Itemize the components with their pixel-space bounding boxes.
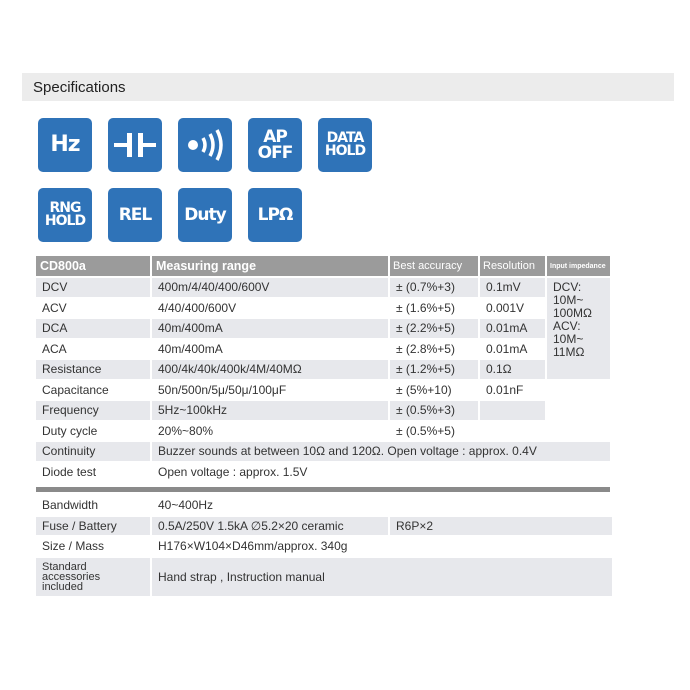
table-row xyxy=(36,422,610,441)
general-spec-table xyxy=(34,494,614,598)
spec-table xyxy=(34,254,612,483)
table-row xyxy=(36,360,610,379)
row-label xyxy=(36,558,150,596)
section-divider xyxy=(36,487,610,492)
range-hold-icon: RNG HOLD xyxy=(38,188,92,242)
table-row xyxy=(36,463,610,482)
row-label: ACV xyxy=(42,300,67,315)
auto-power-off-icon: AP OFF xyxy=(248,118,302,172)
row-range: 40m/400mA xyxy=(152,319,388,338)
data-hold-icon: DATA HOLD xyxy=(318,118,372,172)
accessories-label: Standard accessories included xyxy=(42,560,101,593)
row-accuracy: ± (5%+10) xyxy=(396,382,452,397)
table-row xyxy=(36,537,612,556)
table-header xyxy=(36,256,610,276)
row-resolution xyxy=(480,422,545,441)
impedance-line: 10M~ xyxy=(553,332,584,346)
row-resolution: 0.001V xyxy=(486,300,525,315)
hz-icon: Hz xyxy=(38,118,92,172)
impedance-line: 11MΩ xyxy=(553,345,585,359)
table-row xyxy=(36,558,612,596)
row-label: Size / Mass xyxy=(42,539,105,554)
table-row xyxy=(36,401,610,420)
header-range: Measuring range xyxy=(152,256,388,276)
table-row xyxy=(36,517,612,536)
row-label: Diode test xyxy=(42,464,97,479)
row-label: Fuse / Battery xyxy=(36,517,150,536)
row-resolution: 0.01nF xyxy=(486,382,524,397)
row-range: 40m/400mA xyxy=(158,341,223,356)
table-row xyxy=(36,299,610,318)
empty-cell xyxy=(547,422,610,441)
row-accuracy: ± (2.2%+5) xyxy=(390,319,478,338)
row-accuracy: ± (1.2%+5) xyxy=(390,360,478,379)
table-row xyxy=(36,381,610,400)
header-resolution: Resolution xyxy=(480,256,545,276)
table-row xyxy=(36,442,610,461)
header-accuracy: Best accuracy xyxy=(390,256,478,276)
impedance-line: 100MΩ xyxy=(553,306,592,320)
row-range: 50n/500n/5μ/50μ/100μF xyxy=(158,382,287,397)
row-label: Capacitance xyxy=(42,382,109,397)
battery-value: R6P×2 xyxy=(390,517,612,536)
capacitor-icon xyxy=(108,118,162,172)
row-value: Buzzer sounds at between 10Ω and 120Ω. Open voltage : approx. 0.4V xyxy=(152,442,610,461)
row-accuracy: ± (0.7%+3) xyxy=(390,278,478,297)
row-resolution: 0.01mA xyxy=(486,341,528,356)
row-label: Frequency xyxy=(36,401,150,420)
row-range: 4/40/400/600V xyxy=(158,300,237,315)
fuse-value: 0.5A/250V 1.5kA ∅5.2×20 ceramic xyxy=(152,517,388,536)
row-value: 40~400Hz xyxy=(158,498,214,513)
header-model: CD800a xyxy=(36,256,150,276)
table-row xyxy=(36,496,612,515)
section-title: Specifications xyxy=(33,79,126,96)
table-row xyxy=(36,319,610,338)
row-label: Resistance xyxy=(36,360,150,379)
row-label: Bandwidth xyxy=(42,498,99,513)
row-range: 400m/4/40/400/600V xyxy=(152,278,388,297)
row-value: H176×W104×D46mm/approx. 340g xyxy=(158,539,348,554)
impedance-line: DCV: xyxy=(553,280,582,294)
row-accuracy: ± (0.5%+3) xyxy=(390,401,478,420)
low-power-ohm-icon: LPΩ xyxy=(248,188,302,242)
impedance-line: ACV: xyxy=(553,319,581,333)
row-value: Open voltage : approx. 1.5V xyxy=(158,464,308,479)
row-resolution: 0.1mV xyxy=(480,278,545,297)
empty-cell xyxy=(547,381,610,400)
row-label: Duty cycle xyxy=(42,423,98,438)
table-row xyxy=(36,278,610,297)
input-impedance xyxy=(547,278,610,379)
row-accuracy: ± (0.5%+5) xyxy=(396,423,455,438)
row-accuracy: ± (2.8%+5) xyxy=(396,341,455,356)
row-resolution xyxy=(480,401,545,420)
row-label: DCA xyxy=(36,319,150,338)
header-impedance: Input impedance xyxy=(547,256,610,276)
impedance-line: 10M~ xyxy=(553,293,584,307)
row-range: 400/4k/40k/400k/4M/40MΩ xyxy=(152,360,388,379)
row-range: 5Hz~100kHz xyxy=(152,401,388,420)
row-label: ACA xyxy=(42,341,67,356)
table-row xyxy=(36,340,610,359)
empty-cell xyxy=(547,401,610,420)
row-range: 20%~80% xyxy=(158,423,214,438)
row-value: Hand strap , Instruction manual xyxy=(152,558,612,596)
relative-icon: REL xyxy=(108,188,162,242)
row-label: Continuity xyxy=(36,442,150,461)
row-resolution: 0.1Ω xyxy=(480,360,545,379)
duty-icon: Duty xyxy=(178,188,232,242)
continuity-buzzer-icon xyxy=(178,118,232,172)
row-accuracy: ± (1.6%+5) xyxy=(396,300,455,315)
row-label: DCV xyxy=(36,278,150,297)
section-header xyxy=(22,73,674,101)
row-resolution: 0.01mA xyxy=(480,319,545,338)
